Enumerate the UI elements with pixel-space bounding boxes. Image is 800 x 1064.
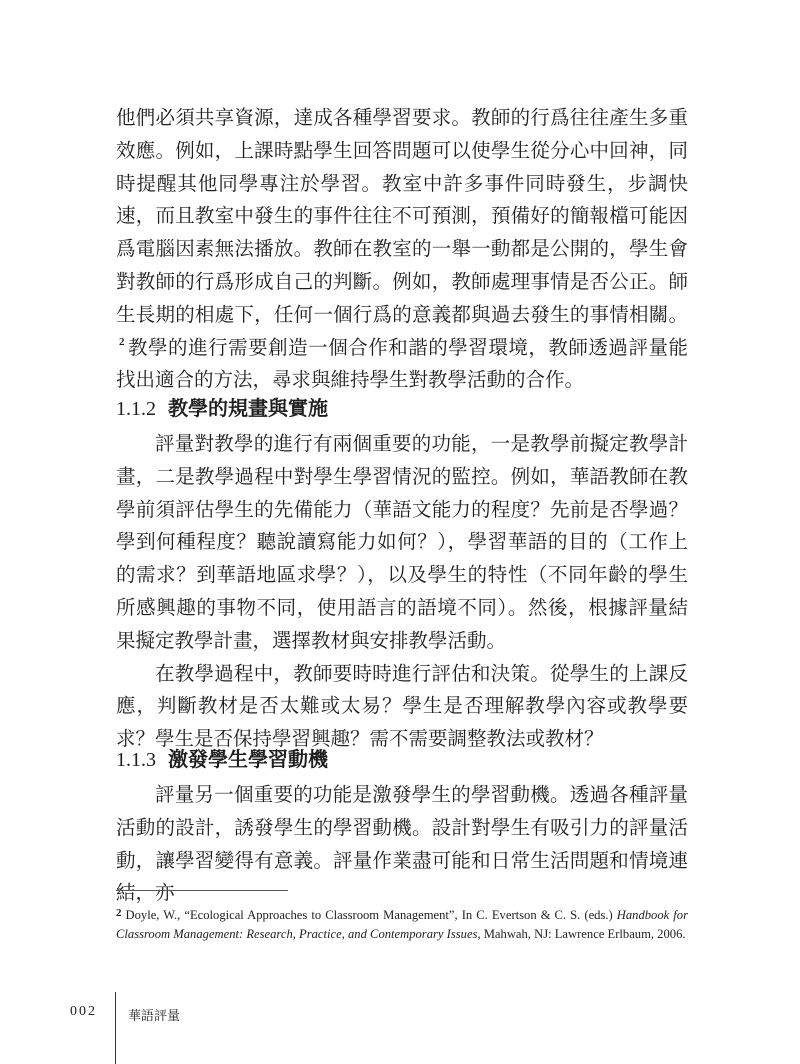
section-112-paragraph-2: 在教學過程中，教師要時時進行評估和決策。從學生的上課反應，判斷教材是否太難或太易？學生是否理解教學內容或教學要求？學生是否保持學習興趣？需不需要調整教法或教材？ [116, 661, 688, 751]
page-number: 002 [70, 1004, 97, 1019]
running-title: 華語評量 [128, 1009, 181, 1024]
intro-paragraph [116, 102, 688, 397]
section-112-paragraph-1: 評量對教學的進行有兩個重要的功能，一是教學前擬定教學計畫，二是教學過程中對學生學習情況的監控。例如，華語教師在教學前須評估學生的先備能力（華語文能力的程度？先前是否學過？學到何種程度？聽說讀寫能力如何？），學習華語的目的（工作上的需求？到華語地區求學？），以及學生的特性（不同年齡的學生所感興趣的事物不同，使用語言的語境不同）。然後，根據評量結果擬定教學計畫，選擇教材與安排教學活動。 [116, 432, 688, 652]
footnote-text-part2: , Mahwah, NJ: Lawrence Erlbaum, 2006. [477, 927, 686, 941]
intro-text-before-ref: 他們必須共享資源，達成各種學習要求。教師的行爲往往產生多重效應。例如，上課時點學生回答問題可以使學生從分心中回神，同時提醒其他同學專注於學習。教室中許多事件同時發生，步調快速，而且教室中發生的事件往往不可預測，預備好的簡報檔可能因爲電腦因素無法播放。教師在教室的一舉一動都是公開的，學生會對教師的行爲形成自己的判斷。例如，教師處理事情是否公正。師生長期的相處下，任何一個行爲的意義都與過去發生的事情相關。 [116, 106, 688, 326]
section-112-body [116, 428, 688, 756]
footnote-text-part1: Doyle, W., “Ecological Approaches to Classroom Management”, In C. Evertson & C. S. (eds.) [125, 908, 617, 922]
section-113-paragraph-1: 評量另一個重要的功能是激發學生的學習動機。透過各種評量活動的設計，誘發學生的學習動機。設計對學生有吸引力的評量活動，讓學習變得有意義。評量作業盡可能和日常生活問題和情境連結，亦 [116, 783, 688, 905]
section-113-number: 1.1.3 [116, 749, 156, 771]
section-113-title: 激發學生學習動機 [168, 747, 328, 771]
footer-divider [115, 992, 116, 1064]
section-112-heading [116, 393, 688, 424]
intro-text [116, 102, 688, 397]
footnote-divider [116, 890, 288, 891]
footnote-reference[interactable]: 2 [119, 335, 125, 348]
footnote-book-title: Handbook for Classroom Management: Research, Practice, and Contemporary Issues [116, 908, 688, 941]
section-112-number: 1.1.2 [116, 398, 156, 420]
section-112-title: 教學的規畫與實施 [168, 396, 328, 420]
section-113-heading [116, 744, 688, 775]
footnote [116, 904, 688, 944]
footnote-mark: 2 [116, 907, 122, 919]
intro-text-after-ref: 教學的進行需要創造一個合作和諧的學習環境，教師透過評量能找出適合的方法，尋求與維持學生對教學活動的合作。 [116, 335, 688, 392]
